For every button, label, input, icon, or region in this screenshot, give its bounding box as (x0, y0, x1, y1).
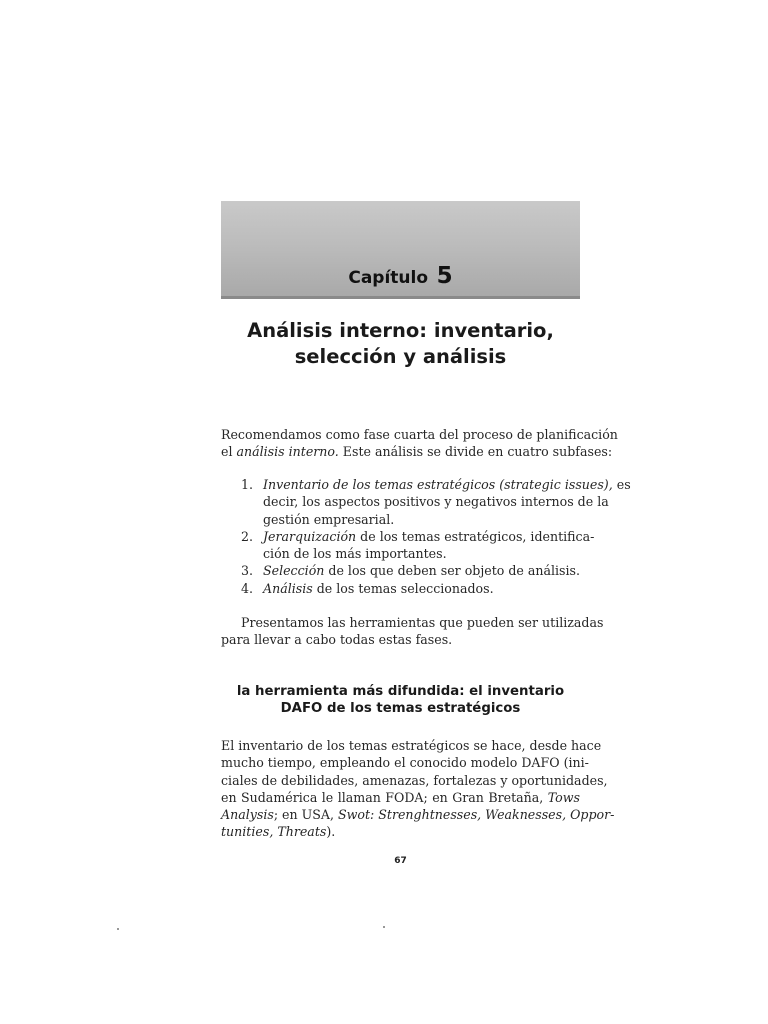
list-item-line (263, 476, 631, 493)
dafo-line-6 (221, 823, 580, 840)
tools-paragraph (221, 614, 604, 649)
dafo-line-4 (221, 789, 580, 806)
intro-text: el (221, 444, 237, 460)
list-item (241, 562, 580, 579)
list-item-emphasis: Selección (263, 563, 325, 579)
dafo-text: en Sudamérica le llaman FODA; en Gran Bretaña, (221, 789, 548, 805)
page-number: 67 (394, 856, 407, 866)
tools-line-1: Presentamos las herramientas que pueden ser utilizadas (241, 615, 604, 630)
list-item-emphasis: Jerarquización (263, 528, 357, 544)
list-number: 2. (241, 528, 254, 544)
intro-text: Este análisis se divide en cuatro subfases: (338, 444, 613, 460)
chapter-number: 5 (436, 263, 453, 289)
list-item-text: es (612, 477, 631, 492)
list-item-line: ción de los más importantes. (263, 546, 447, 562)
chapter-label (221, 265, 580, 288)
chapter-header-band (221, 201, 580, 299)
scan-speck (383, 926, 385, 928)
dafo-emphasis: tunities, Threats (221, 824, 327, 840)
list-item-line: gestión empresarial. (263, 511, 395, 527)
list-item-line (263, 528, 595, 545)
list-item-line (263, 562, 580, 579)
list-item-emphasis: Análisis (263, 580, 313, 596)
chapter-title-line-1: Análisis interno: inventario, (247, 319, 554, 342)
dafo-emphasis: Analysis (221, 807, 274, 823)
list-item-emphasis: Inventario de los temas estratégicos (strategic issues), (263, 477, 613, 492)
list-number: 3. (241, 563, 254, 579)
dafo-emphasis: Swot: Strenghtnesses, Weaknesses, Oppor- (337, 807, 615, 823)
list-item (241, 476, 631, 528)
chapter-title (221, 318, 580, 370)
list-item-text: de los que deben ser objeto de análisis. (324, 563, 581, 579)
dafo-emphasis: Tows (547, 789, 580, 805)
list-item-line (263, 580, 580, 597)
section-heading-line-1: la herramienta más difundida: el inventario (236, 684, 565, 699)
list-item-line: decir, los aspectos positivos y negativos internos de la (263, 494, 609, 510)
intro-line-1: Recomendamos como fase cuarta del proceso de planificación (221, 427, 618, 442)
dafo-line-3: ciales de debilidades, amenazas, fortalezas y oportunidades, (221, 772, 608, 788)
intro-emphasis: análisis interno. (236, 444, 339, 460)
section-heading-line-2: DAFO de los temas estratégicos (280, 701, 521, 716)
dafo-text: ). (326, 824, 336, 840)
intro-paragraph (221, 426, 618, 461)
chapter-word: Capítulo (348, 268, 429, 288)
section-heading (221, 683, 580, 717)
list-item (241, 580, 580, 597)
tools-line-2: para llevar a cabo todas estas fases. (221, 632, 453, 648)
dafo-paragraph (221, 737, 615, 841)
scan-speck (117, 928, 119, 930)
list-number: 1. (241, 477, 254, 492)
list-item-text: de los temas seleccionados. (312, 580, 494, 596)
list-item (241, 528, 595, 563)
chapter-title-line-2: selección y análisis (294, 345, 507, 368)
subphase-list (241, 476, 631, 597)
dafo-text: ; en USA, (273, 807, 338, 823)
dafo-line-1: El inventario de los temas estratégicos se hace, desde hace (221, 738, 602, 753)
list-number: 4. (241, 580, 254, 596)
dafo-line-5 (221, 806, 615, 823)
list-item-text: de los temas estratégicos, identifica- (356, 528, 595, 544)
intro-line-2 (221, 443, 613, 460)
dafo-line-2: mucho tiempo, empleando el conocido modelo DAFO (ini- (221, 755, 589, 771)
